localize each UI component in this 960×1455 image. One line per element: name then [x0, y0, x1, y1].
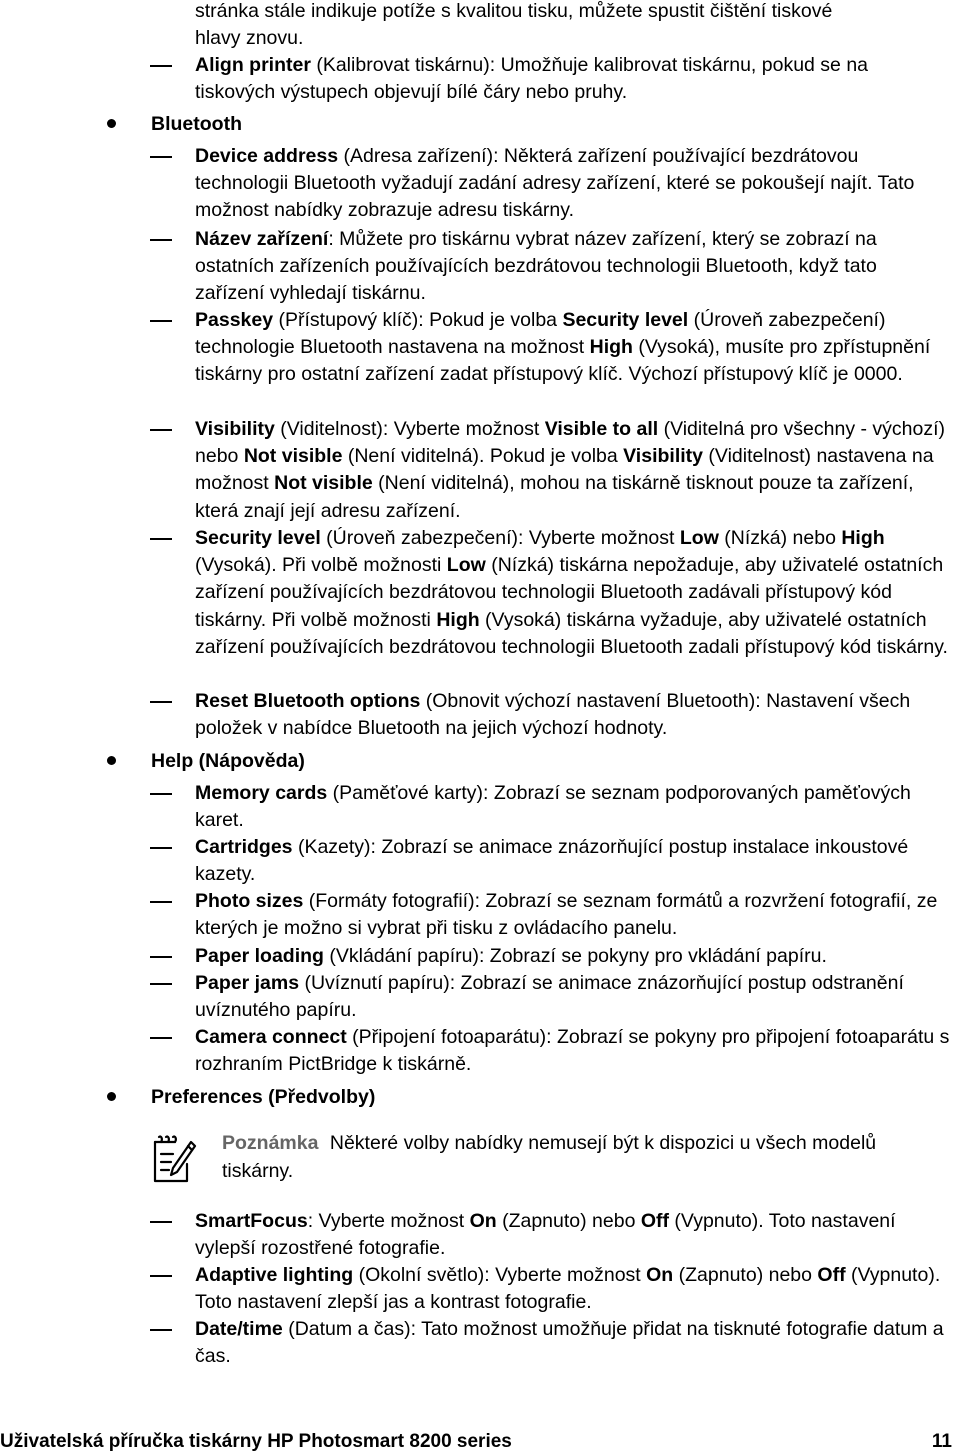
security-term-3: High [841, 527, 885, 549]
security-desc-3: (Vysoká). Při volbě možnosti [195, 554, 447, 577]
camera-connect-item [195, 1024, 950, 1078]
dash-marker [150, 901, 172, 903]
datetime-term: Date/time [195, 1318, 283, 1340]
note-text: Některé volby nabídky nemusejí být k dispozici u všech modelů tiskárny. [222, 1132, 877, 1182]
dash-marker [150, 1037, 172, 1039]
dash-marker [150, 320, 172, 322]
visibility-item [195, 416, 950, 525]
device-name-desc: : Můžete pro tiskárnu vybrat název zařízení, který se zobrazí na ostatních zařízeních používajících bezdrátovou technologii Bluetooth, když tato zařízení vyhledají tiskárnu. [195, 228, 877, 305]
visibility-term-4: Visibility [623, 445, 703, 468]
note-text-block [222, 1130, 922, 1185]
bluetooth-heading-text: Bluetooth [151, 113, 242, 135]
intro-line-1: stránka stále indikuje potíže s kvalitou tisku, můžete spustit čištění tiskové [195, 0, 833, 22]
photo-sizes-item [195, 888, 950, 942]
dash-marker [150, 847, 172, 849]
device-address-desc: (Adresa zařízení): Některá zařízení používající bezdrátovou technologii Bluetooth vyžadují zadání adresy zařízení, které se pokoušejí najít. Tato možnost nabídky zobrazuje adresu tiskárny. [195, 145, 915, 222]
adaptive-desc-1: (Okolní světlo): Vyberte možnost [353, 1264, 647, 1286]
security-term-5: High [436, 608, 480, 631]
reset-bluetooth-item [195, 688, 950, 742]
dash-marker [150, 1221, 172, 1223]
memory-cards-item [195, 780, 950, 834]
dash-marker [150, 956, 172, 958]
bullet-marker [107, 1092, 116, 1101]
bullet-marker [107, 119, 116, 128]
device-name-item [195, 226, 950, 308]
bullet-marker [107, 756, 116, 765]
paper-loading-item [195, 943, 950, 970]
dash-marker [150, 1329, 172, 1331]
paper-loading-desc: (Vkládání papíru): Zobrazí se pokyny pro vkládání papíru. [323, 945, 827, 967]
visibility-term: Visibility [195, 418, 275, 440]
security-desc-4: (Nízká) tiskárna nepožaduje, aby uživatelé ostatních zařízení používajících bezdrátovou technologii Bluetooth zadávali přístupový kód tiskárny. Při volbě možnosti [195, 554, 944, 631]
visibility-term-2: Visible to all [544, 418, 659, 440]
date-time-item [195, 1316, 950, 1370]
paper-jams-item [195, 970, 950, 1024]
security-level-item [195, 525, 950, 661]
device-address-item [195, 143, 950, 225]
dash-marker [150, 1275, 172, 1277]
page-number: 11 [931, 1431, 952, 1452]
paper-jams-term: Paper jams [195, 972, 300, 994]
visibility-term-3: Not visible [243, 445, 343, 468]
passkey-item [195, 307, 950, 389]
security-desc-2: (Nízká) nebo [718, 527, 842, 549]
adaptive-term: Adaptive lighting [195, 1264, 354, 1286]
bluetooth-heading [151, 111, 931, 138]
camera-term: Camera connect [195, 1026, 347, 1048]
note-box [151, 1130, 931, 1190]
adaptive-term-3: Off [817, 1264, 846, 1286]
preferences-heading [151, 1084, 931, 1111]
device-address-term: Device address [195, 145, 339, 167]
dash-marker [150, 793, 172, 795]
security-desc-1: (Úroveň zabezpečení): Vyberte možnost [320, 527, 680, 549]
security-term-4: Low [446, 554, 486, 577]
security-desc-5: (Vysoká) tiskárna vyžaduje, aby uživatelé ostatních zařízení používajících bezdrátovou technologii Bluetooth zadali přístupový kód tiskárny. [195, 608, 948, 658]
memory-term: Memory cards [195, 782, 328, 804]
dash-marker [150, 429, 172, 431]
reset-desc: (Obnovit výchozí nastavení Bluetooth): Nastavení všech položek v nabídce Bluetooth na jejich výchozí hodnoty. [195, 690, 911, 740]
visibility-desc-1: (Viditelnost): Vyberte možnost [274, 418, 545, 440]
paper-loading-term: Paper loading [195, 945, 324, 967]
preferences-heading-text: Preferences (Předvolby) [151, 1086, 376, 1108]
align-printer-item [195, 52, 950, 106]
smartfocus-item [195, 1208, 950, 1262]
security-term-2: Low [679, 527, 719, 549]
passkey-desc-2: (Úroveň zabezpečení) technologie Bluetooth nastavena na možnost [195, 309, 886, 359]
datetime-desc: (Datum a čas): Tato možnost umožňuje přidat na tisknuté fotografie datum a čas. [195, 1318, 944, 1368]
reset-term: Reset Bluetooth options [195, 690, 421, 712]
visibility-term-5: Not visible [274, 472, 373, 495]
passkey-term: Passkey [195, 309, 274, 331]
cartridges-term: Cartridges [195, 836, 293, 858]
visibility-desc-4: (Viditelnost) nastavena na možnost [195, 445, 934, 495]
dash-marker [150, 156, 172, 158]
align-term: Align printer [195, 54, 311, 76]
photo-sizes-desc: (Formáty fotografií): Zobrazí se seznam formátů a rozvržení fotografií, ze kterých je možno si vybrat při tisku z ovládacího panelu. [195, 890, 938, 940]
align-desc: (Kalibrovat tiskárnu): Umožňuje kalibrovat tiskárnu, pokud se na tiskových výstupech objevují bílé čáry nebo pruhy. [195, 54, 869, 104]
dash-marker [150, 65, 172, 67]
smartfocus-desc-3: (Vypnuto). Toto nastavení vylepší rozostřené fotografie. [195, 1210, 896, 1260]
cartridges-item [195, 834, 950, 888]
camera-desc: (Připojení fotoaparátu): Zobrazí se pokyny pro připojení fotoaparátu s rozhraním PictBridge k tiskárně. [195, 1026, 950, 1076]
page-footer [0, 1428, 960, 1454]
help-heading [151, 748, 931, 775]
dash-marker [150, 538, 172, 540]
smartfocus-term-2: On [469, 1210, 497, 1232]
dash-marker [150, 701, 172, 703]
smartfocus-term: SmartFocus [195, 1210, 308, 1232]
photo-sizes-term: Photo sizes [195, 890, 304, 912]
cartridges-desc: (Kazety): Zobrazí se animace znázorňující postup instalace inkoustové kazety. [195, 836, 909, 886]
help-heading-text: Help (Nápověda) [151, 750, 305, 772]
note-pencil-icon [151, 1134, 197, 1184]
note-label: Poznámka [222, 1132, 319, 1154]
passkey-term-3: High [589, 336, 633, 359]
smartfocus-desc-2: (Zapnuto) nebo [496, 1210, 641, 1232]
adaptive-desc-2: (Zapnuto) nebo [673, 1264, 818, 1286]
adaptive-desc-3: (Vypnuto). Toto nastavení zlepší jas a kontrast fotografie. [195, 1264, 941, 1314]
visibility-desc-5: (Není viditelná), mohou na tiskárně tisknout pouze ta zařízení, která znají její adresu zařízení. [195, 472, 914, 522]
memory-desc: (Paměťové karty): Zobrazí se seznam podporovaných paměťových karet. [195, 782, 911, 832]
security-term: Security level [195, 527, 321, 549]
visibility-desc-3: (Není viditelná). Pokud je volba [342, 445, 624, 468]
intro-line-2: hlavy znovu. [195, 27, 304, 50]
intro-paragraph [195, 0, 950, 52]
visibility-desc-2: (Viditelná pro všechny - výchozí) nebo [195, 418, 946, 468]
smartfocus-desc-1: : Vyberte možnost [307, 1210, 470, 1232]
passkey-desc-1: (Přístupový klíč): Pokud je volba [273, 309, 563, 331]
passkey-desc-3: (Vysoká), musíte pro zpřístupnění tiskárny pro ostatní zařízení zadat přístupový klíč. Výchozí přístupový klíč je 0000. [195, 336, 931, 386]
adaptive-lighting-item [195, 1262, 950, 1316]
dash-marker [150, 983, 172, 985]
passkey-term-2: Security level [562, 309, 689, 331]
footer-title: Uživatelská příručka tiskárny HP Photosmart 8200 series [0, 1431, 512, 1452]
paper-jams-desc: (Uvíznutí papíru): Zobrazí se animace znázorňující postup odstranění uvíznutého papíru. [195, 972, 904, 1022]
adaptive-term-2: On [646, 1264, 674, 1286]
smartfocus-term-3: Off [640, 1210, 669, 1232]
device-name-term: Název zařízení [195, 228, 329, 250]
dash-marker [150, 239, 172, 241]
